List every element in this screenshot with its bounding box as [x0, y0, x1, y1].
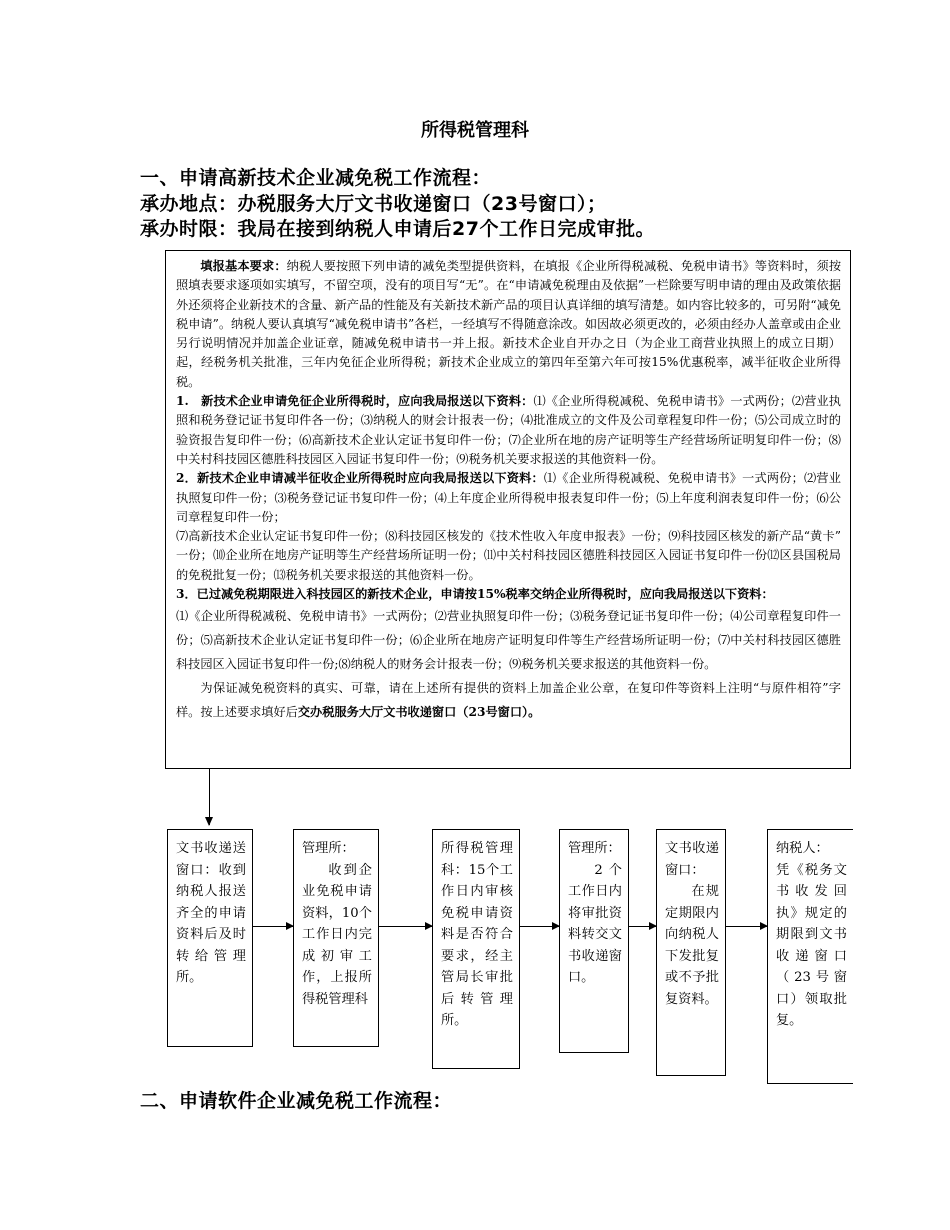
arrow-3-4	[520, 926, 559, 927]
flow-step-5-text: 在规定期限内向纳税人下发批复或不予批复资料。	[665, 884, 719, 1007]
item1	[176, 392, 841, 469]
closing-bold: 交办税服务大厅文书收递窗口（23号窗口）。	[297, 705, 541, 720]
item3-text: ⑴《企业所得税减税、免税申请书》一式两份；⑵营业执照复印件一份；⑶税务登记证书复印件一份；⑷公司章程复印件一份；⑸高新技术企业认定证书复印件一份；⑹企业所在地房产证明复印件等生产经营场所证明一份；⑺中关村科技园区德胜科技园区入园证书复印件一份;⑻纳税人的财务会计报表一份；⑼税务机关要求报送的其他资料一份。	[176, 609, 841, 672]
item1-label: 1. 新技术企业申请免征企业所得税时，应向我局报送以下资料：	[176, 394, 534, 409]
flow-step-2-label: 管理所：	[302, 841, 355, 856]
flow-step-5	[656, 829, 726, 1076]
page-title: 所得税管理科	[421, 120, 529, 141]
flow-step-1-text: 文书收递送窗口：收到纳税人报送齐全的申请资料后及时转给管理所。	[176, 841, 246, 985]
requirements-box	[165, 250, 851, 769]
flow-step-6	[767, 829, 853, 1084]
flow-step-6-text: 凭《税务文书收发回执》规定的期限到文书收递窗口（23号窗口）领取批复。	[776, 862, 847, 1028]
flow-step-4-text: 2个工作日内将审批资料转交文书收递窗口。	[568, 862, 622, 985]
closing-text: 为保证减免税资料的真实、可靠，请在上述所有提供的资料上加盖企业公章，在复印件等资料上注明“与原件相符”字样。按上述要求填好后	[176, 681, 841, 720]
item1-text: ⑴《企业所得税减税、免税申请书》一式两份；⑵营业执照和税务登记证书复印件各一份；⑶纳税人的财会计报表一份；⑷批准成立的文件及公司章程复印件一份；⑸公司成立时的验资报告复印件一份；⑹高新技术企业认定证书复印件一份；⑺企业所在地的房产证明等生产经营场所证明复印件一份；⑻中关村科技园区德胜科技园区入园证书复印件一份；⑼税务机关要求报送的其他资料一份。	[176, 394, 841, 466]
arrow-1-2	[253, 926, 293, 927]
requirements-intro	[176, 257, 841, 392]
arrow-5-6	[726, 926, 767, 927]
arrow-4-5	[629, 926, 656, 927]
section2-heading: 二、申请软件企业减免税工作流程：	[140, 1090, 453, 1112]
deadline-line: 承办时限：我局在接到纳税人申请后27个工作日完成审批。	[140, 218, 655, 240]
intro-text: 纳税人要按照下列申请的减免类型提供资料，在填报《企业所得税减税、免税申请书》等资料时，须按照填表要求逐项如实填写，不留空项，没有的项目写“无”。在“申请减免税理由及依据”一栏除要写明申请的理由及政策依据外还须将企业新技术的含量、新产品的性能及有关新技术新产品的项目认真详细的填写清楚。如内容比较多的，可另附“减免税申请”。纳税人要认真填写“减免税申请书”各栏，一经填写不得随意涂改。如因故必须更改的，必须由经办人盖章或由企业另行说明情况并加盖企业证章，随减免税申请书一并上报。新技术企业自开办之日（为企业工商营业执照上的成立日期）起，经税务机关批准，三年内免征企业所得税；新技术企业成立的第四年至第六年可按15%优惠税率，减半征收企业所得税。	[176, 259, 842, 389]
closing-note	[176, 676, 841, 724]
item2-continued: ⑺高新技术企业认定证书复印件一份；⑻科技园区核发的《技术性收入年度申报表》一份；⑼科技园区核发的新产品“黄卡” 一份；⑽企业所在地房产证明等生产经营场所证明一份；⑾中关村科技园区德胜科技园区入园证书复印件一份⑿区县国税局的免税批复一份；⒀税务机关要求报送的其他资料一份。	[176, 529, 841, 582]
intro-label: 填报基本要求：	[200, 259, 287, 273]
item3-label: 3．已过减免税期限进入科技园区的新技术企业，申请按15%税率交纳企业所得税时，应向我局报送以下资料：	[176, 587, 774, 602]
flow-step-5-label: 文书收递窗口：	[665, 841, 719, 878]
arrow-2-3	[379, 926, 432, 927]
item2	[176, 469, 841, 527]
section1-heading: 一、申请高新技术企业减免税工作流程：	[140, 167, 492, 189]
down-arrow	[209, 769, 210, 825]
flow-step-3	[432, 829, 520, 1069]
flow-step-4-label: 管理所：	[568, 841, 621, 856]
item2-label: 2．新技术企业申请减半征收企业所得税时应向我局报送以下资料：	[176, 471, 544, 486]
item3	[176, 585, 841, 604]
flow-step-2-text: 收到企业免税申请资料，10个工作日内完成初审工作，上报所得税管理科	[302, 862, 372, 1007]
location-line: 承办地点：办税服务大厅文书收递窗口（23号窗口）；	[140, 193, 607, 215]
item2-text-a: ⑴《企业所得税减税、免税申请书》一式两份；⑵营业执照复印件一份；⑶税务登记证书复印件一份；⑷上年度企业所得税申报表复印件一份；⑸上年度利润表复印件一份；⑹公司章程复印件一份；	[176, 471, 841, 524]
flow-step-6-label: 纳税人：	[776, 841, 829, 856]
flow-step-4	[559, 829, 629, 1053]
flow-step-2	[293, 829, 379, 1047]
flow-step-3-text: 所得税管理科：15个工作日内审核免税申请资料是否符合要求，经主管局长审批后转管理所。	[441, 841, 513, 1028]
flow-step-1	[167, 829, 253, 1047]
